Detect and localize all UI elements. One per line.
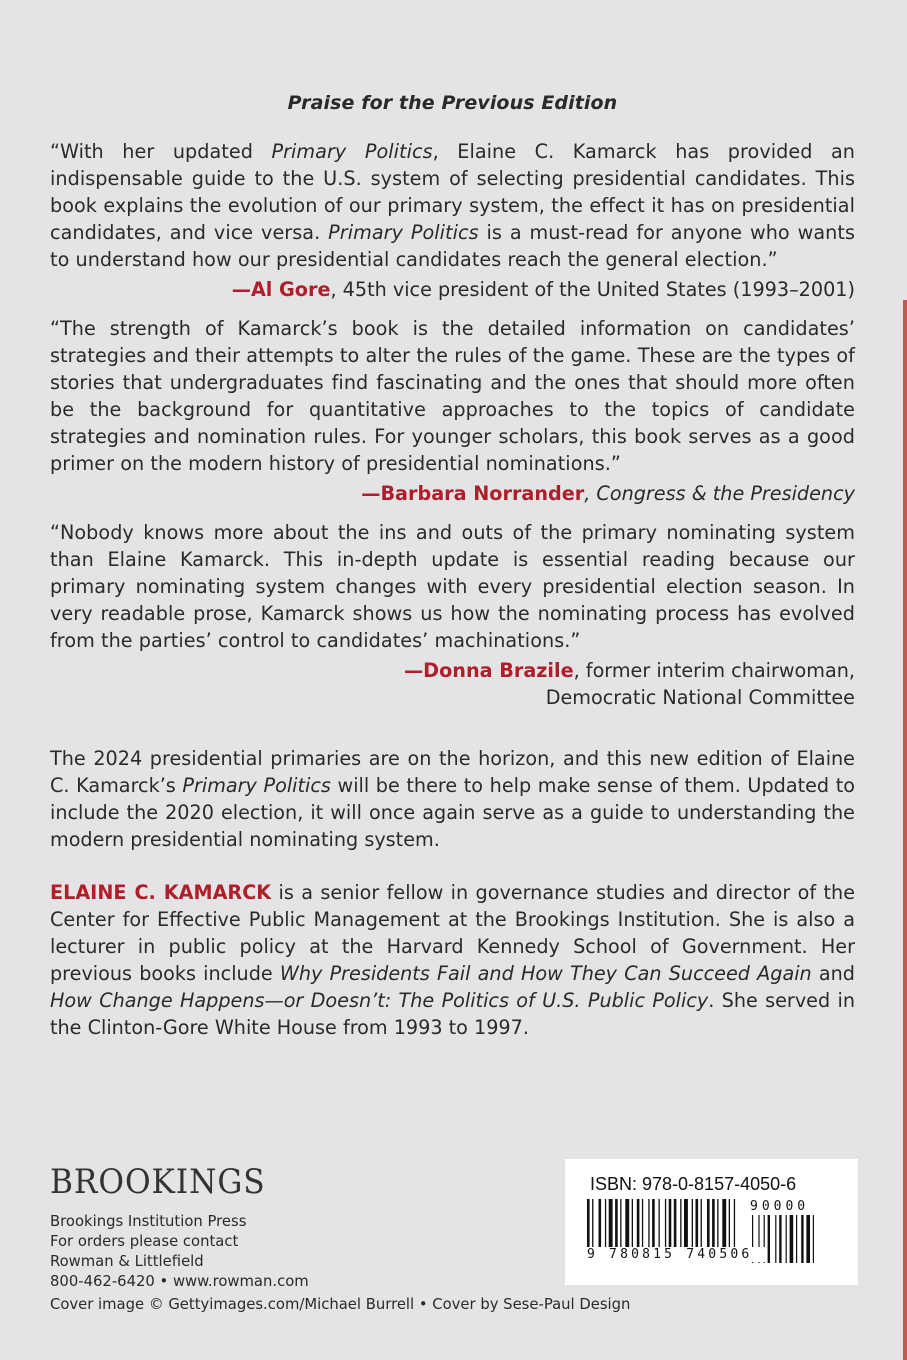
barcode-bar	[729, 1199, 730, 1249]
author-name: ELAINE C. KAMARCK	[50, 881, 272, 904]
barcode-addon-bar	[768, 1215, 770, 1263]
publisher-line: Rowman & Littlefield	[50, 1253, 204, 1270]
barcode-bar	[665, 1199, 666, 1249]
endorser-affiliation-line2: Democratic National Committee	[545, 686, 855, 709]
endorser-name: Barbara Norrander	[380, 482, 585, 505]
endorser-affiliation: , 45th vice president of the United States (1993–2001)	[330, 278, 855, 301]
quote-text	[50, 519, 855, 654]
barcode-bar	[696, 1199, 699, 1249]
barcode-digits: 9 780815 740506	[587, 1247, 767, 1262]
bio-text: . She served in the Clinton-Gore White House from 1993 to 1997.	[50, 989, 855, 1039]
description-text: The 2024 presidential primaries are on the horizon, and this new edition of Elaine C. Kamarck’s	[50, 747, 855, 797]
barcode-bar	[717, 1199, 718, 1249]
quote-block-3	[50, 519, 855, 711]
book-description	[50, 745, 855, 853]
barcode-addon-bar	[779, 1215, 781, 1263]
endorser-affiliation: , former interim chairwoman,	[573, 659, 855, 682]
barcode-bar	[642, 1199, 643, 1249]
quote-text-part: “With her updated	[50, 140, 272, 163]
endorser-affiliation: , Congress & the Presidency	[584, 482, 855, 505]
quote-block-1	[50, 138, 855, 303]
quote-text	[50, 138, 855, 273]
barcode-addon-bar	[790, 1215, 794, 1263]
barcode-bar	[712, 1199, 715, 1249]
barcode-addon-bar	[813, 1215, 814, 1263]
book-title: Primary Politics	[271, 140, 433, 163]
barcode-bar	[701, 1199, 702, 1249]
barcode-addon-bar	[801, 1215, 803, 1263]
endorser-name: Donna Brazile	[423, 659, 574, 682]
book-title: Primary Politics	[182, 774, 331, 797]
barcode-bar	[625, 1199, 629, 1249]
praise-heading: Praise for the Previous Edition	[287, 92, 618, 114]
quote-block-2	[50, 315, 855, 507]
barcode-addon-bar	[806, 1215, 810, 1263]
cover-edge-stripe	[903, 300, 907, 1360]
barcode-bar	[615, 1199, 618, 1249]
barcode-addon-digits: 90000	[750, 1199, 810, 1214]
barcode-addon-bar	[786, 1215, 787, 1263]
barcode-bar	[637, 1199, 640, 1249]
barcode-bar	[648, 1199, 649, 1249]
barcode-bar	[707, 1199, 710, 1249]
quote-text-part: , Elaine C. Kamarck has provided an indispensable guide to the U.S. system of selecting presidential candidates. This book explains the evolution of our primary system, the effect it has on presidential candidates, and vice versa.	[50, 140, 855, 244]
cover-credit: Cover image © Gettyimages.com/Michael Burrell • Cover by Sese-Paul Design	[50, 1296, 631, 1313]
barcode-bar	[674, 1199, 677, 1249]
barcode-bar	[632, 1199, 633, 1249]
book-title: How Change Happens—or Doesn’t: The Politics of U.S. Public Policy	[50, 989, 709, 1012]
publisher-block	[50, 1162, 309, 1292]
barcode-bar	[652, 1199, 655, 1249]
quote-text-part: “The strength of Kamarck’s book is the detailed information on candidates’ strategies and their attempts to alter the rules of the game. These are the types of stories that undergraduates find fascinating and the ones that should more often be the background for quantitative approaches to the topics of candidate strategies and nomination rules. For younger scholars, this book serves as a good primer on the modern history of presidential nominations.”	[50, 317, 855, 475]
book-title: Primary Politics	[328, 221, 479, 244]
barcode-bar	[722, 1199, 726, 1249]
author-bio	[50, 879, 855, 1041]
barcode-bar	[599, 1199, 602, 1249]
book-title: Why Presidents Fail and How They Can Succeed Again	[279, 962, 812, 985]
bio-text: and	[811, 962, 855, 985]
barcode-addon-bar	[796, 1215, 797, 1263]
back-cover-text	[50, 92, 855, 1041]
publisher-line: Brookings Institution Press	[50, 1213, 247, 1230]
barcode-addon-bar	[775, 1215, 776, 1263]
quote-attribution: —Donna Brazile, former interim chairwoman, Democratic National Committee	[403, 659, 855, 709]
quote-text	[50, 315, 855, 477]
publisher-line: For orders please contact	[50, 1233, 239, 1250]
barcode-bar	[692, 1199, 693, 1249]
barcode-bar	[605, 1199, 606, 1249]
quote-text-part: “Nobody knows more about the ins and outs of the primary nominating system than Elaine Kamarck. This in-depth update is essential reading because our primary nominating system changes with every presidential election season. In very readable prose, Kamarck shows us how the nominating process has evolved from the parties’ control to candidates’ machinations.”	[50, 521, 855, 652]
isbn-label: ISBN: 978-0-8157-4050-6	[590, 1174, 797, 1194]
endorser-name: Al Gore	[250, 278, 331, 301]
isbn-barcode	[565, 1159, 858, 1285]
barcode-bar	[684, 1199, 688, 1249]
bio-text: is a senior fellow in governance studies and director of the Center for Effective Public Management at the Brookings Institution. She is also a lecturer in public policy at the Harvard Kennedy School of Government. Her previous books include	[50, 881, 855, 985]
barcode-bar	[620, 1199, 621, 1249]
quote-attribution: —Al Gore, 45th vice president of the United States (1993–2001)	[231, 278, 855, 301]
brookings-logo: BROOKINGS	[50, 1162, 266, 1202]
publisher-line: 800-462-6420 • www.rowman.com	[50, 1273, 309, 1290]
quote-text-part: is a must-read for anyone who wants to understand how our presidential candidates reach the general election.”	[50, 221, 855, 271]
barcode-bar	[659, 1199, 660, 1249]
barcode-bar	[680, 1199, 681, 1249]
description-text: will be there to help make sense of them. Updated to include the 2020 election, it will once again serve as a guide to understanding the modern presidential nominating system.	[50, 774, 855, 851]
barcode-bar	[609, 1199, 613, 1249]
quote-attribution: —Barbara Norrander, Congress & the Presidency	[361, 482, 855, 505]
barcode-bar	[669, 1199, 672, 1249]
